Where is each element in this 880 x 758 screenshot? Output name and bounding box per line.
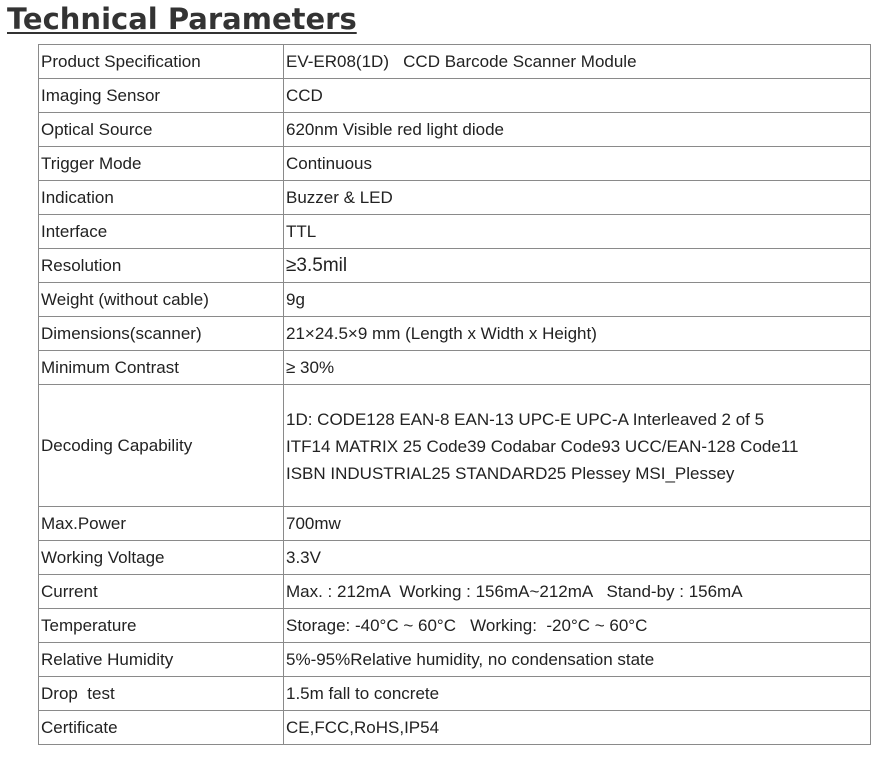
row-label: Optical Source	[39, 113, 284, 147]
page-title: Technical Parameters	[7, 2, 357, 36]
row-value: ≥3.5mil	[286, 254, 348, 276]
row-label: Relative Humidity	[39, 643, 284, 677]
decoding-capability-list	[286, 404, 868, 487]
row-value: Storage: -40°C ~ 60°C Working: -20°C ~ 60°C	[284, 609, 871, 643]
row-value: 1.5m fall to concrete	[284, 677, 871, 711]
row-label: Drop test	[39, 677, 284, 711]
table-row	[39, 317, 871, 351]
row-label: Imaging Sensor	[39, 79, 284, 113]
row-label: Current	[39, 575, 284, 609]
table-row	[39, 45, 871, 79]
row-label: Trigger Mode	[39, 147, 284, 181]
table-row	[39, 249, 871, 283]
row-label: Dimensions(scanner)	[39, 317, 284, 351]
row-value: Max. : 212mA Working : 156mA~212mA Stand-by : 156mA	[284, 575, 871, 609]
row-value: CE,FCC,RoHS,IP54	[284, 711, 871, 745]
row-value: Continuous	[284, 147, 871, 181]
row-label: Indication	[39, 181, 284, 215]
row-label: Weight (without cable)	[39, 283, 284, 317]
row-label: Interface	[39, 215, 284, 249]
row-value-cell	[284, 385, 871, 507]
row-value: 700mw	[284, 507, 871, 541]
technical-parameters-table	[38, 44, 871, 745]
row-label: Certificate	[39, 711, 284, 745]
decoding-line: ISBN INDUSTRIAL25 STANDARD25 Plessey MSI_Plessey	[286, 464, 735, 483]
row-value: 21×24.5×9 mm (Length x Width x Height)	[284, 317, 871, 351]
table-row	[39, 643, 871, 677]
table-row	[39, 147, 871, 181]
table-row	[39, 79, 871, 113]
table-row	[39, 351, 871, 385]
table-row	[39, 113, 871, 147]
decoding-line: ITF14 MATRIX 25 Code39 Codabar Code93 UCC/EAN-128 Code11	[286, 437, 799, 456]
table-row	[39, 541, 871, 575]
row-value: 3.3V	[284, 541, 871, 575]
row-value: Buzzer & LED	[284, 181, 871, 215]
table-row	[39, 575, 871, 609]
table-row	[39, 215, 871, 249]
decoding-line: 1D: CODE128 EAN-8 EAN-13 UPC-E UPC-A Interleaved 2 of 5	[286, 410, 765, 429]
table-row	[39, 609, 871, 643]
table-row	[39, 677, 871, 711]
table-row	[39, 385, 871, 507]
table-row	[39, 507, 871, 541]
row-value-cell	[284, 249, 871, 283]
row-label: Minimum Contrast	[39, 351, 284, 385]
row-label: Max.Power	[39, 507, 284, 541]
row-label: Resolution	[39, 249, 284, 283]
table-row	[39, 711, 871, 745]
row-value: 9g	[284, 283, 871, 317]
row-value: 5%-95%Relative humidity, no condensation state	[284, 643, 871, 677]
row-value: EV-ER08(1D) CCD Barcode Scanner Module	[284, 45, 871, 79]
row-value: CCD	[284, 79, 871, 113]
row-value: ≥ 30%	[284, 351, 871, 385]
table-row	[39, 181, 871, 215]
row-label: Product Specification	[39, 45, 284, 79]
row-label: Temperature	[39, 609, 284, 643]
table-row	[39, 283, 871, 317]
row-value: 620nm Visible red light diode	[284, 113, 871, 147]
row-value: TTL	[284, 215, 871, 249]
row-label: Working Voltage	[39, 541, 284, 575]
row-label: Decoding Capability	[39, 385, 284, 507]
